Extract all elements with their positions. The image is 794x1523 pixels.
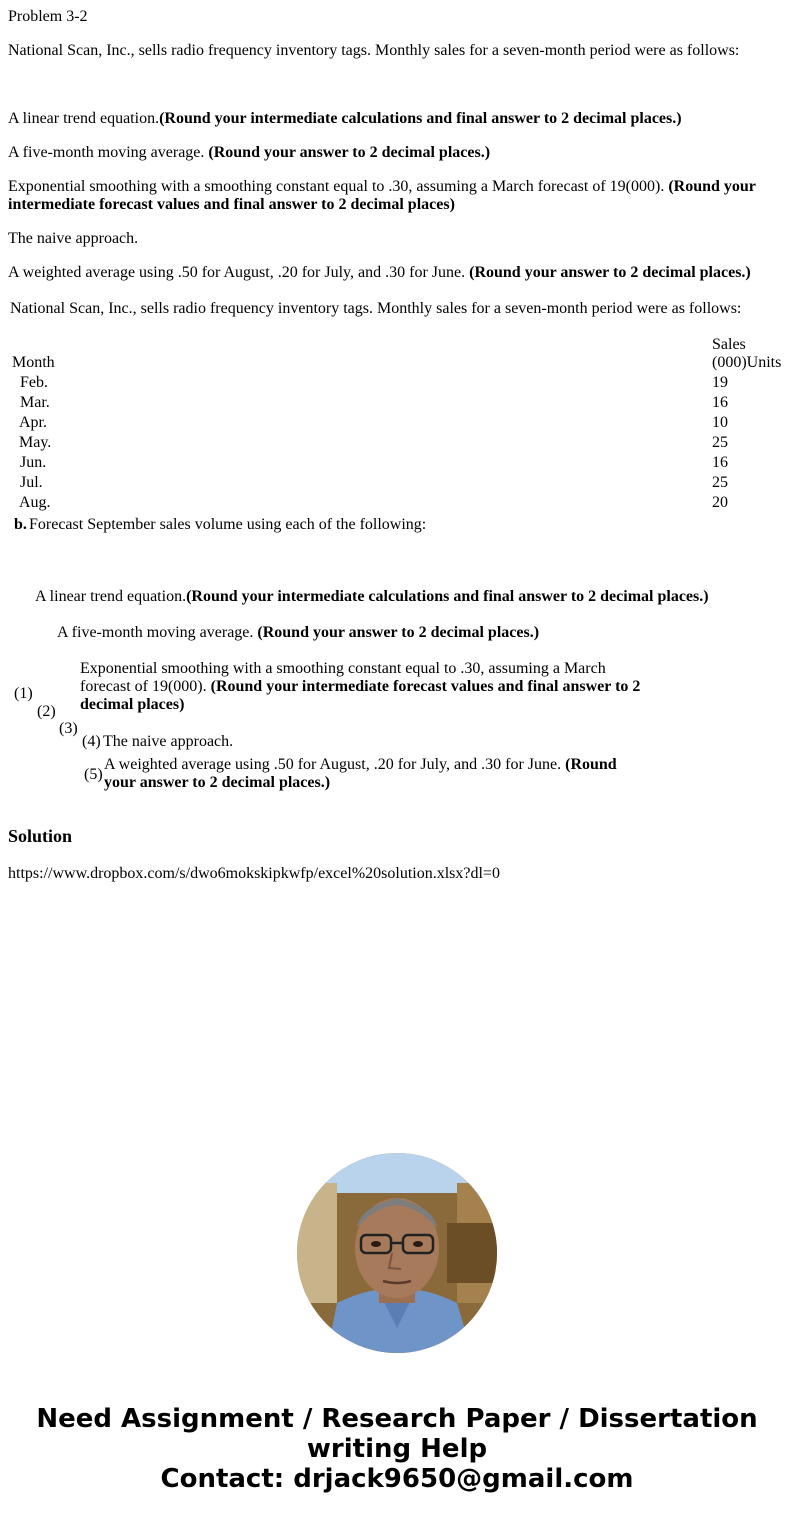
table-cell-month: Mar. [20, 394, 50, 411]
table-row [0, 374, 794, 394]
problem-intro: National Scan, Inc., sells radio frequency inventory tags. Monthly sales for a seven-month period were as follows: [8, 42, 740, 59]
table-row [0, 454, 794, 474]
part-b-item-text: A linear trend equation. [35, 588, 187, 605]
table-cell-sales: 25 [712, 474, 728, 491]
problem-item-text: A linear trend equation. [8, 110, 160, 127]
table-cell-month: May. [19, 434, 52, 451]
part-b-item-5 [104, 756, 644, 792]
problem-item-text: A five-month moving average. [8, 144, 209, 161]
problem-item-2 [8, 144, 786, 162]
table-cell-sales: 25 [712, 434, 728, 451]
part-b-item-note: (Round your answer to 2 decimal places.) [257, 624, 540, 641]
table-cell-month: Apr. [19, 414, 47, 431]
author-photo [297, 1153, 497, 1353]
solution-heading: Solution [8, 826, 73, 846]
part-b-item-1 [35, 588, 709, 606]
problem-title: Problem 3-2 [8, 8, 88, 25]
part-b-item-note: (Round your intermediate calculations and final answer to 2 decimal places.) [186, 588, 709, 605]
problem-item-note: (Round your intermediate calculations and final answer to 2 decimal places.) [159, 110, 682, 127]
problem-item-4 [8, 230, 786, 248]
table-cell-sales: 16 [712, 394, 728, 411]
promo-line-3: Contact: drjack9650@gmail.com [160, 1464, 634, 1494]
part-b-number-5: (5) [84, 766, 103, 783]
problem-item-text: A weighted average using .50 for August, .20 for July, and .30 for June. [8, 264, 470, 281]
part-b-item-text: A weighted average using .50 for August, .20 for July, and .30 for June. [104, 756, 566, 773]
problem-item-note: (Round your answer to 2 decimal places.) [469, 264, 751, 281]
promo-banner [0, 1404, 794, 1494]
table-header-sales-line2: (000)Units [712, 354, 782, 371]
table-cell-month: Jul. [20, 474, 43, 491]
problem-item-1 [8, 110, 786, 128]
problem-item-note: (Round your intermediate forecast values and final answer to 2 decimal places) [8, 178, 756, 213]
table-header-sales-line1: Sales [712, 336, 746, 353]
table-header-month: Month [12, 354, 55, 371]
part-b-item-text: Exponential smoothing with a smoothing constant equal to .30, assuming a March forecast of 19(000). [80, 660, 606, 695]
part-b-item-4 [103, 733, 233, 751]
part-b-item-text: A five-month moving average. [57, 624, 258, 641]
table-cell-sales: 19 [712, 374, 728, 391]
table-cell-month: Jun. [20, 454, 47, 471]
table-row [0, 414, 794, 434]
author-portrait-image [297, 1153, 497, 1353]
part-b-item-text: The naive approach. [103, 733, 234, 750]
part-b-number-1: (1) [14, 685, 33, 702]
part-b-number-2: (2) [37, 703, 56, 720]
table-cell-sales: 20 [712, 494, 728, 511]
table-row [0, 394, 794, 414]
problem-item-5 [8, 264, 786, 282]
table-row [0, 494, 794, 514]
table-cell-month: Aug. [19, 494, 51, 511]
table-cell-sales: 16 [712, 454, 728, 471]
part-b-text: Forecast September sales volume using each of the following: [29, 516, 427, 533]
table-cell-sales: 10 [712, 414, 728, 431]
part-b-number-3: (3) [59, 720, 78, 737]
part-b-item-note: (Round your intermediate forecast values and final answer to 2 decimal places) [80, 678, 641, 713]
solution-link[interactable]: https://www.dropbox.com/s/dwo6mokskipkwfp/excel%20solution.xlsx?dl=0 [8, 865, 500, 882]
part-b-item-3 [80, 660, 660, 714]
problem-item-text: The naive approach. [8, 230, 139, 247]
promo-line-1: Need Assignment / Research Paper / Dissertation [36, 1404, 758, 1434]
problem-item-text: Exponential smoothing with a smoothing constant equal to .30, assuming a March forecast of 19(000). [8, 178, 669, 195]
problem-item-note: (Round your answer to 2 decimal places.) [208, 144, 491, 161]
part-b-item-note: (Round your answer to 2 decimal places.) [104, 756, 617, 791]
table-row [0, 434, 794, 454]
part-b-number-4: (4) [82, 733, 101, 750]
problem-item-3 [8, 178, 783, 214]
promo-line-2: writing Help [306, 1434, 488, 1464]
part-b-item-2 [57, 624, 539, 642]
part-b-label: b. [14, 516, 27, 533]
table-intro: National Scan, Inc., sells radio frequency inventory tags. Monthly sales for a seven-month period were as follows: [10, 300, 742, 317]
table-row [0, 474, 794, 494]
table-cell-month: Feb. [20, 374, 48, 391]
